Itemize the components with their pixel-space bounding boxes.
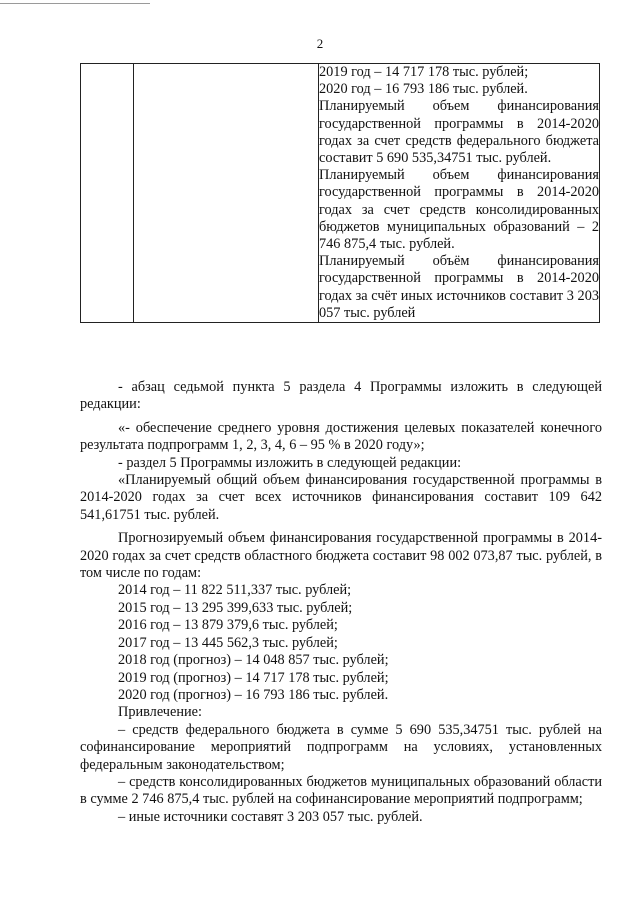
years-list <box>80 582 602 704</box>
table-cell-content <box>319 64 600 323</box>
paragraph-section5: - раздел 5 Программы изложить в следующей редакции: <box>118 454 462 471</box>
paragraph-total-financing: «Планируемый общий объем финансирования государственной программы в 2014-2020 годах за счет всех источников финансирования составит 109 642 541,61751 тыс. рублей. <box>80 472 602 523</box>
list-item: 2016 год – 13 879 379,6 тыс. рублей; <box>118 617 338 634</box>
bullet-municipal: – средств консолидированных бюджетов муниципальных образований области в сумме 2 746 875,4 тыс. рублей на софинансирование мероприятий подпрограмм; <box>80 773 602 808</box>
table-para-municipal: Планируемый объем финансирования государственной программы в 2014-2020 годах за счет средств консолидированных бюджетов муниципальных образований – 2 746 875,4 тыс. рублей. <box>319 167 599 253</box>
list-item: 2019 год (прогноз) – 14 717 178 тыс. рублей; <box>118 669 389 686</box>
list-item: 2020 год (прогноз) – 16 793 186 тыс. рублей. <box>118 686 389 703</box>
bullet-other: – иные источники составят 3 203 057 тыс. рублей. <box>118 808 423 825</box>
table-para-other-sources: Планируемый объём финансирования государственной программы в 2014-2020 годах за счёт иных источников составит 3 203 057 тыс. рублей <box>319 253 599 321</box>
page-number: 2 <box>316 36 324 51</box>
attraction-label: Привлечение: <box>118 704 202 721</box>
bullet-federal: – средств федерального бюджета в сумме 5 690 535,34751 тыс. рублей на софинансирование мероприятий подпрограмм на условиях, установленных федеральным законодательством; <box>80 721 602 773</box>
financing-table <box>80 63 600 323</box>
document-body <box>80 379 602 826</box>
scan-artifact-line <box>0 3 150 4</box>
paragraph-quote-indicator: «- обеспечение среднего уровня достижения целевых показателей конечного результата подпрограмм 1, 2, 3, 4, 6 – 95 % в 2020 году»; <box>80 419 602 454</box>
table-line-2020: 2020 год – 16 793 186 тыс. рублей. <box>319 81 528 98</box>
table-row <box>81 64 600 323</box>
table-line-2019: 2019 год – 14 717 178 тыс. рублей; <box>319 64 529 80</box>
list-item: 2017 год – 13 445 562,3 тыс. рублей; <box>118 634 338 651</box>
table-cell-empty-2 <box>134 64 319 323</box>
paragraph-regional-budget: Прогнозируемый объем финансирования государственной программы в 2014-2020 годах за счет средств областного бюджета составит 98 002 073,87 тыс. рублей, в том числе по годам: <box>80 530 602 582</box>
list-item: 2015 год – 13 295 399,633 тыс. рублей; <box>118 599 353 616</box>
paragraph-amendment: - абзац седьмой пункта 5 раздела 4 Программы изложить в следующей редакции: <box>80 379 602 413</box>
list-item: 2018 год (прогноз) – 14 048 857 тыс. рублей; <box>118 652 389 669</box>
table-para-federal: Планируемый объем финансирования государственной программы в 2014-2020 годах за счет средств федерального бюджета составит 5 690 535,34751 тыс. рублей. <box>319 98 599 167</box>
list-item: 2014 год – 11 822 511,337 тыс. рублей; <box>118 582 352 599</box>
table-cell-empty-1 <box>81 64 134 323</box>
